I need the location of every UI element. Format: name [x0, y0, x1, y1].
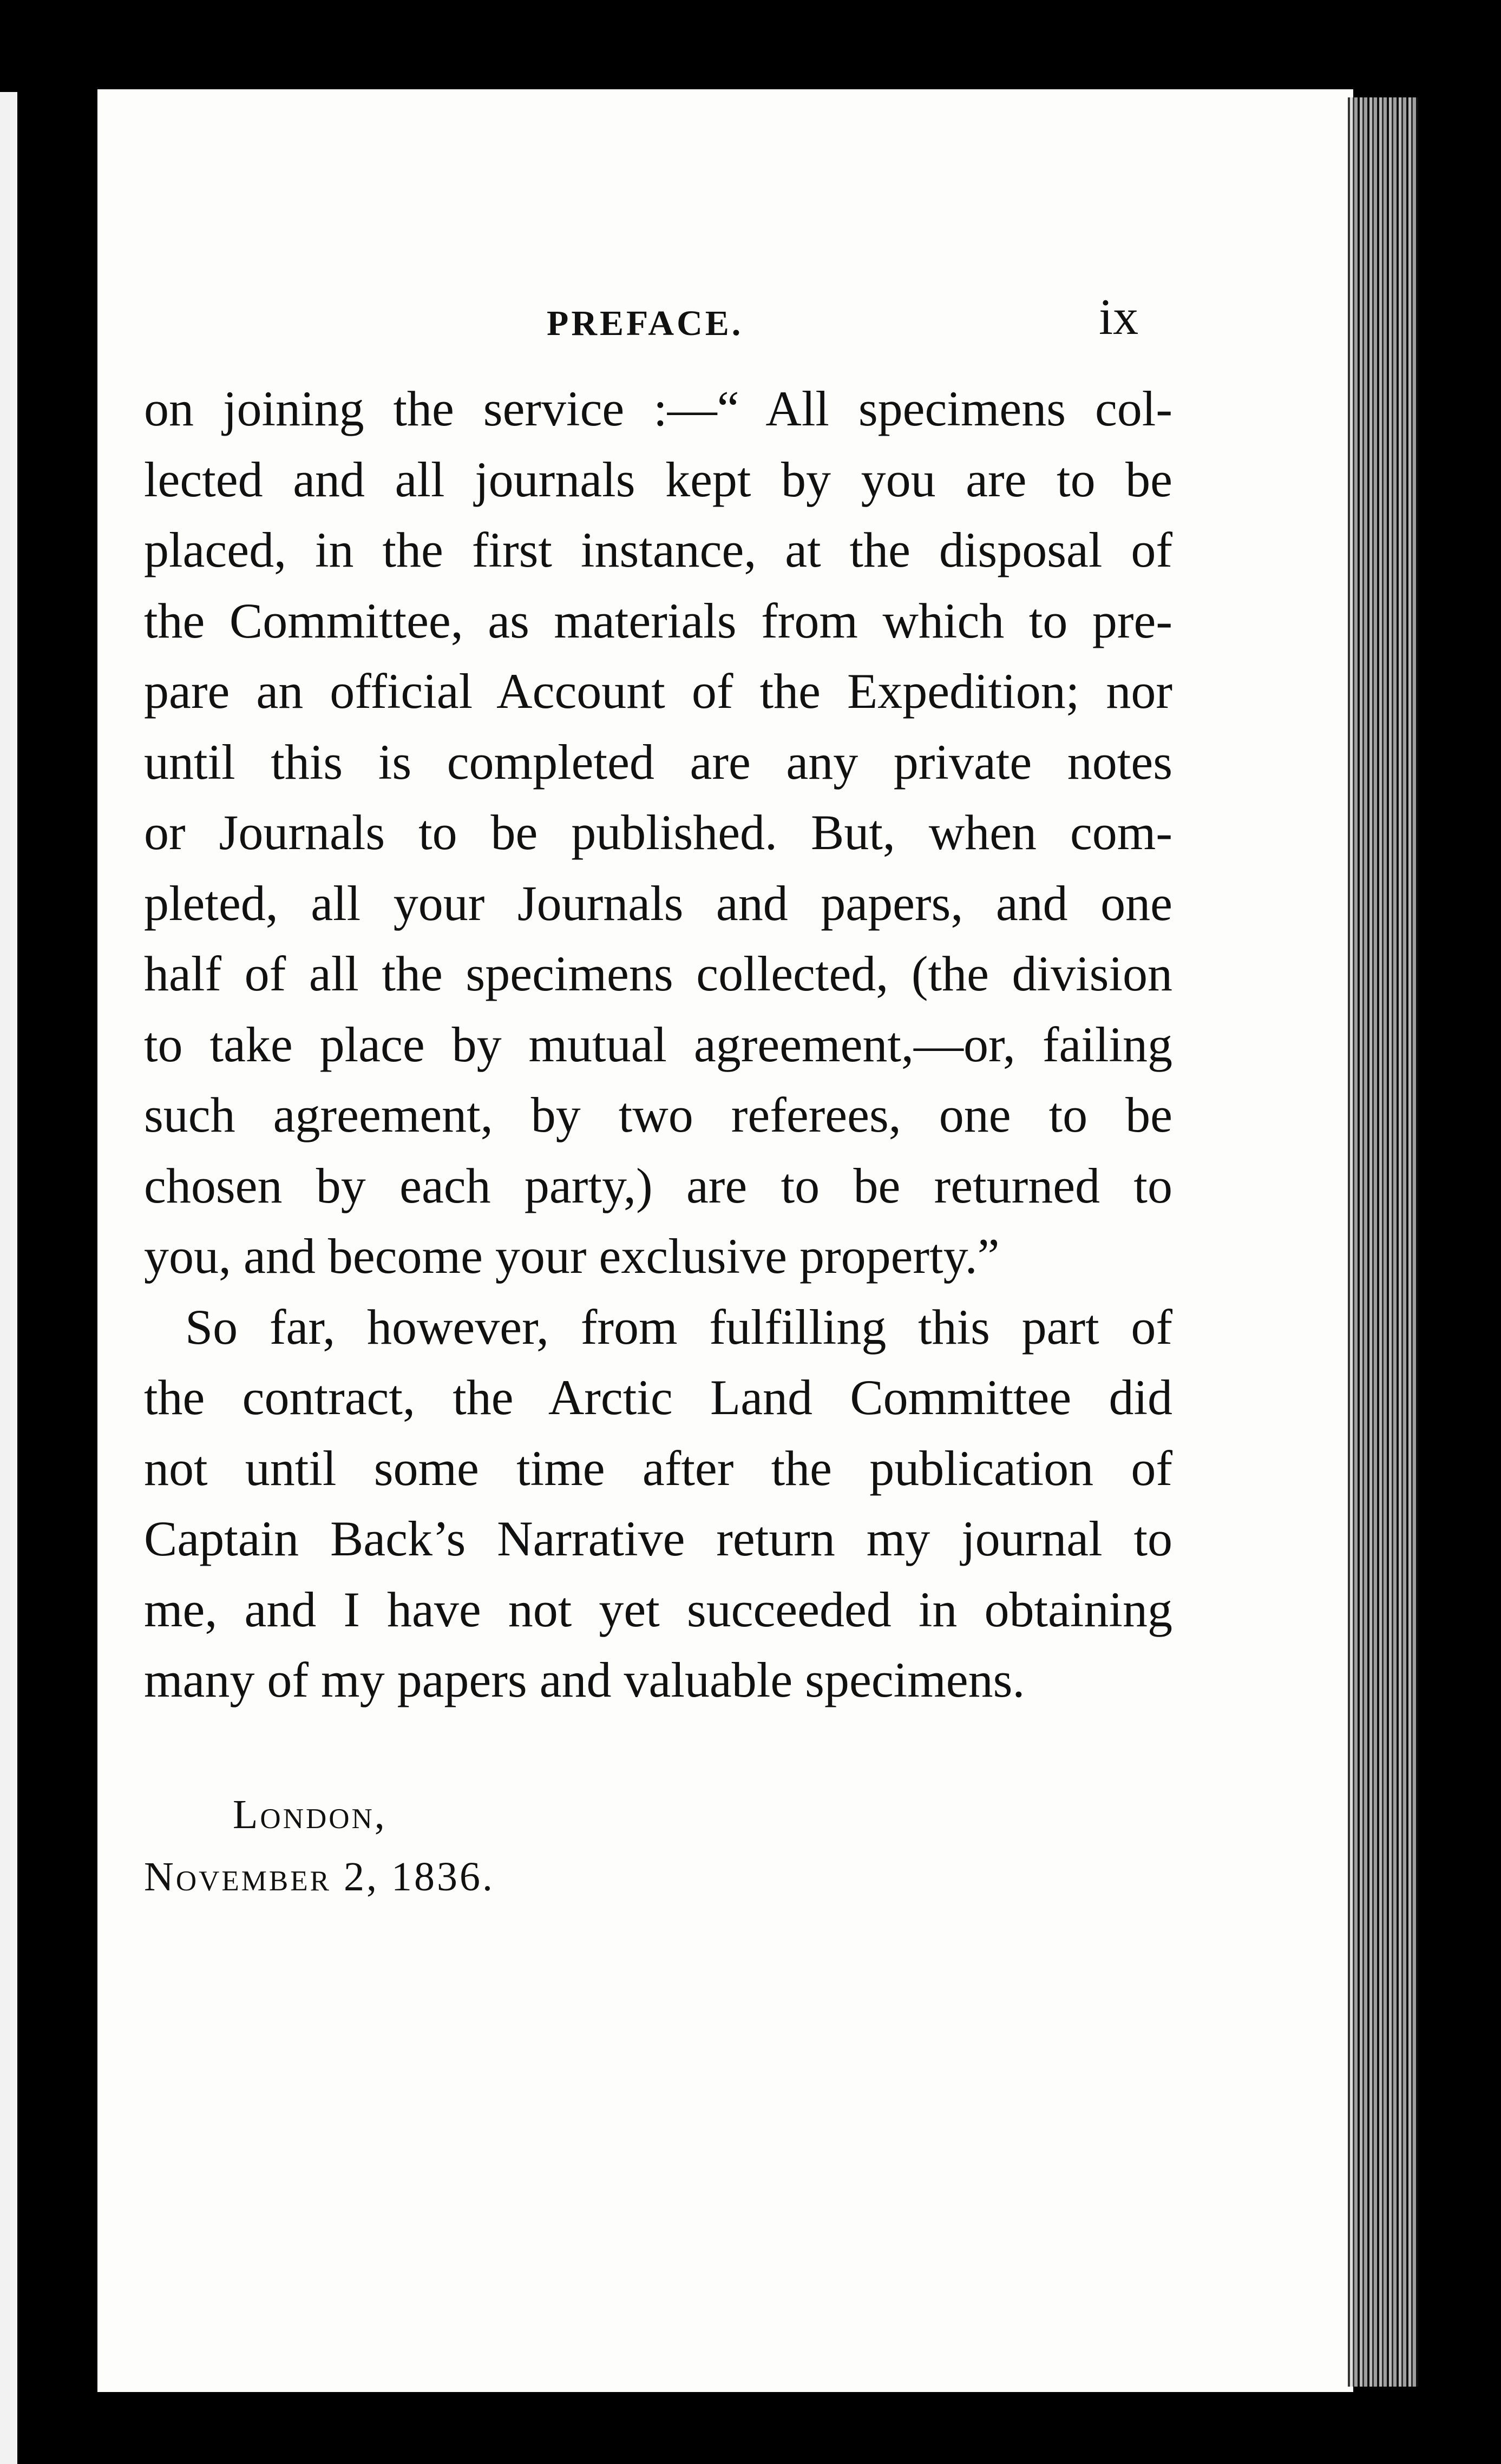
page-number: ix [1099, 289, 1139, 345]
text-line: the contract, the Arctic Land Committee did [144, 1370, 1172, 1425]
page-header [97, 289, 1353, 357]
text-line: chosen by each party,) are to be returned to [144, 1158, 1172, 1213]
text-line: not until some time after the publication of [144, 1440, 1172, 1496]
body-text [144, 373, 1172, 1716]
text-line: lected and all journals kept by you are to be [144, 451, 1172, 507]
text-line: half of all the specimens collected, (the division [144, 946, 1172, 1001]
text-line: Captain Back’s Narrative return my journal to [144, 1511, 1172, 1566]
text-line: many of my papers and valuable specimens. [144, 1652, 1025, 1707]
text-line: to take place by mutual agreement,—or, failing [144, 1016, 1172, 1072]
text-line: me, and I have not yet succeeded in obtaining [144, 1581, 1172, 1637]
text-line: or Journals to be published. But, when com- [144, 805, 1172, 860]
text-line: such agreement, by two referees, one to be [144, 1087, 1172, 1142]
text-line: you, and become your exclusive property.” [144, 1228, 1000, 1284]
text-line: So far, however, from fulfilling this part of [185, 1299, 1172, 1355]
running-head: PREFACE. [547, 304, 744, 343]
text-line: until this is completed are any private notes [144, 734, 1172, 790]
text-line: pare an official Account of the Expedition; nor [144, 663, 1172, 719]
text-line: the Committee, as materials from which to pre- [144, 593, 1172, 648]
page-edge-left [0, 92, 17, 2464]
signature-place: London, [233, 1792, 387, 1837]
signature-date: November 2, 1836. [144, 1854, 495, 1900]
page-edge-right [1348, 97, 1418, 2387]
text-line: on joining the service :—“ All specimens col- [144, 381, 1172, 436]
text-line: pleted, all your Journals and papers, and one [144, 875, 1172, 931]
text-line: placed, in the first instance, at the disposal of [144, 522, 1172, 577]
